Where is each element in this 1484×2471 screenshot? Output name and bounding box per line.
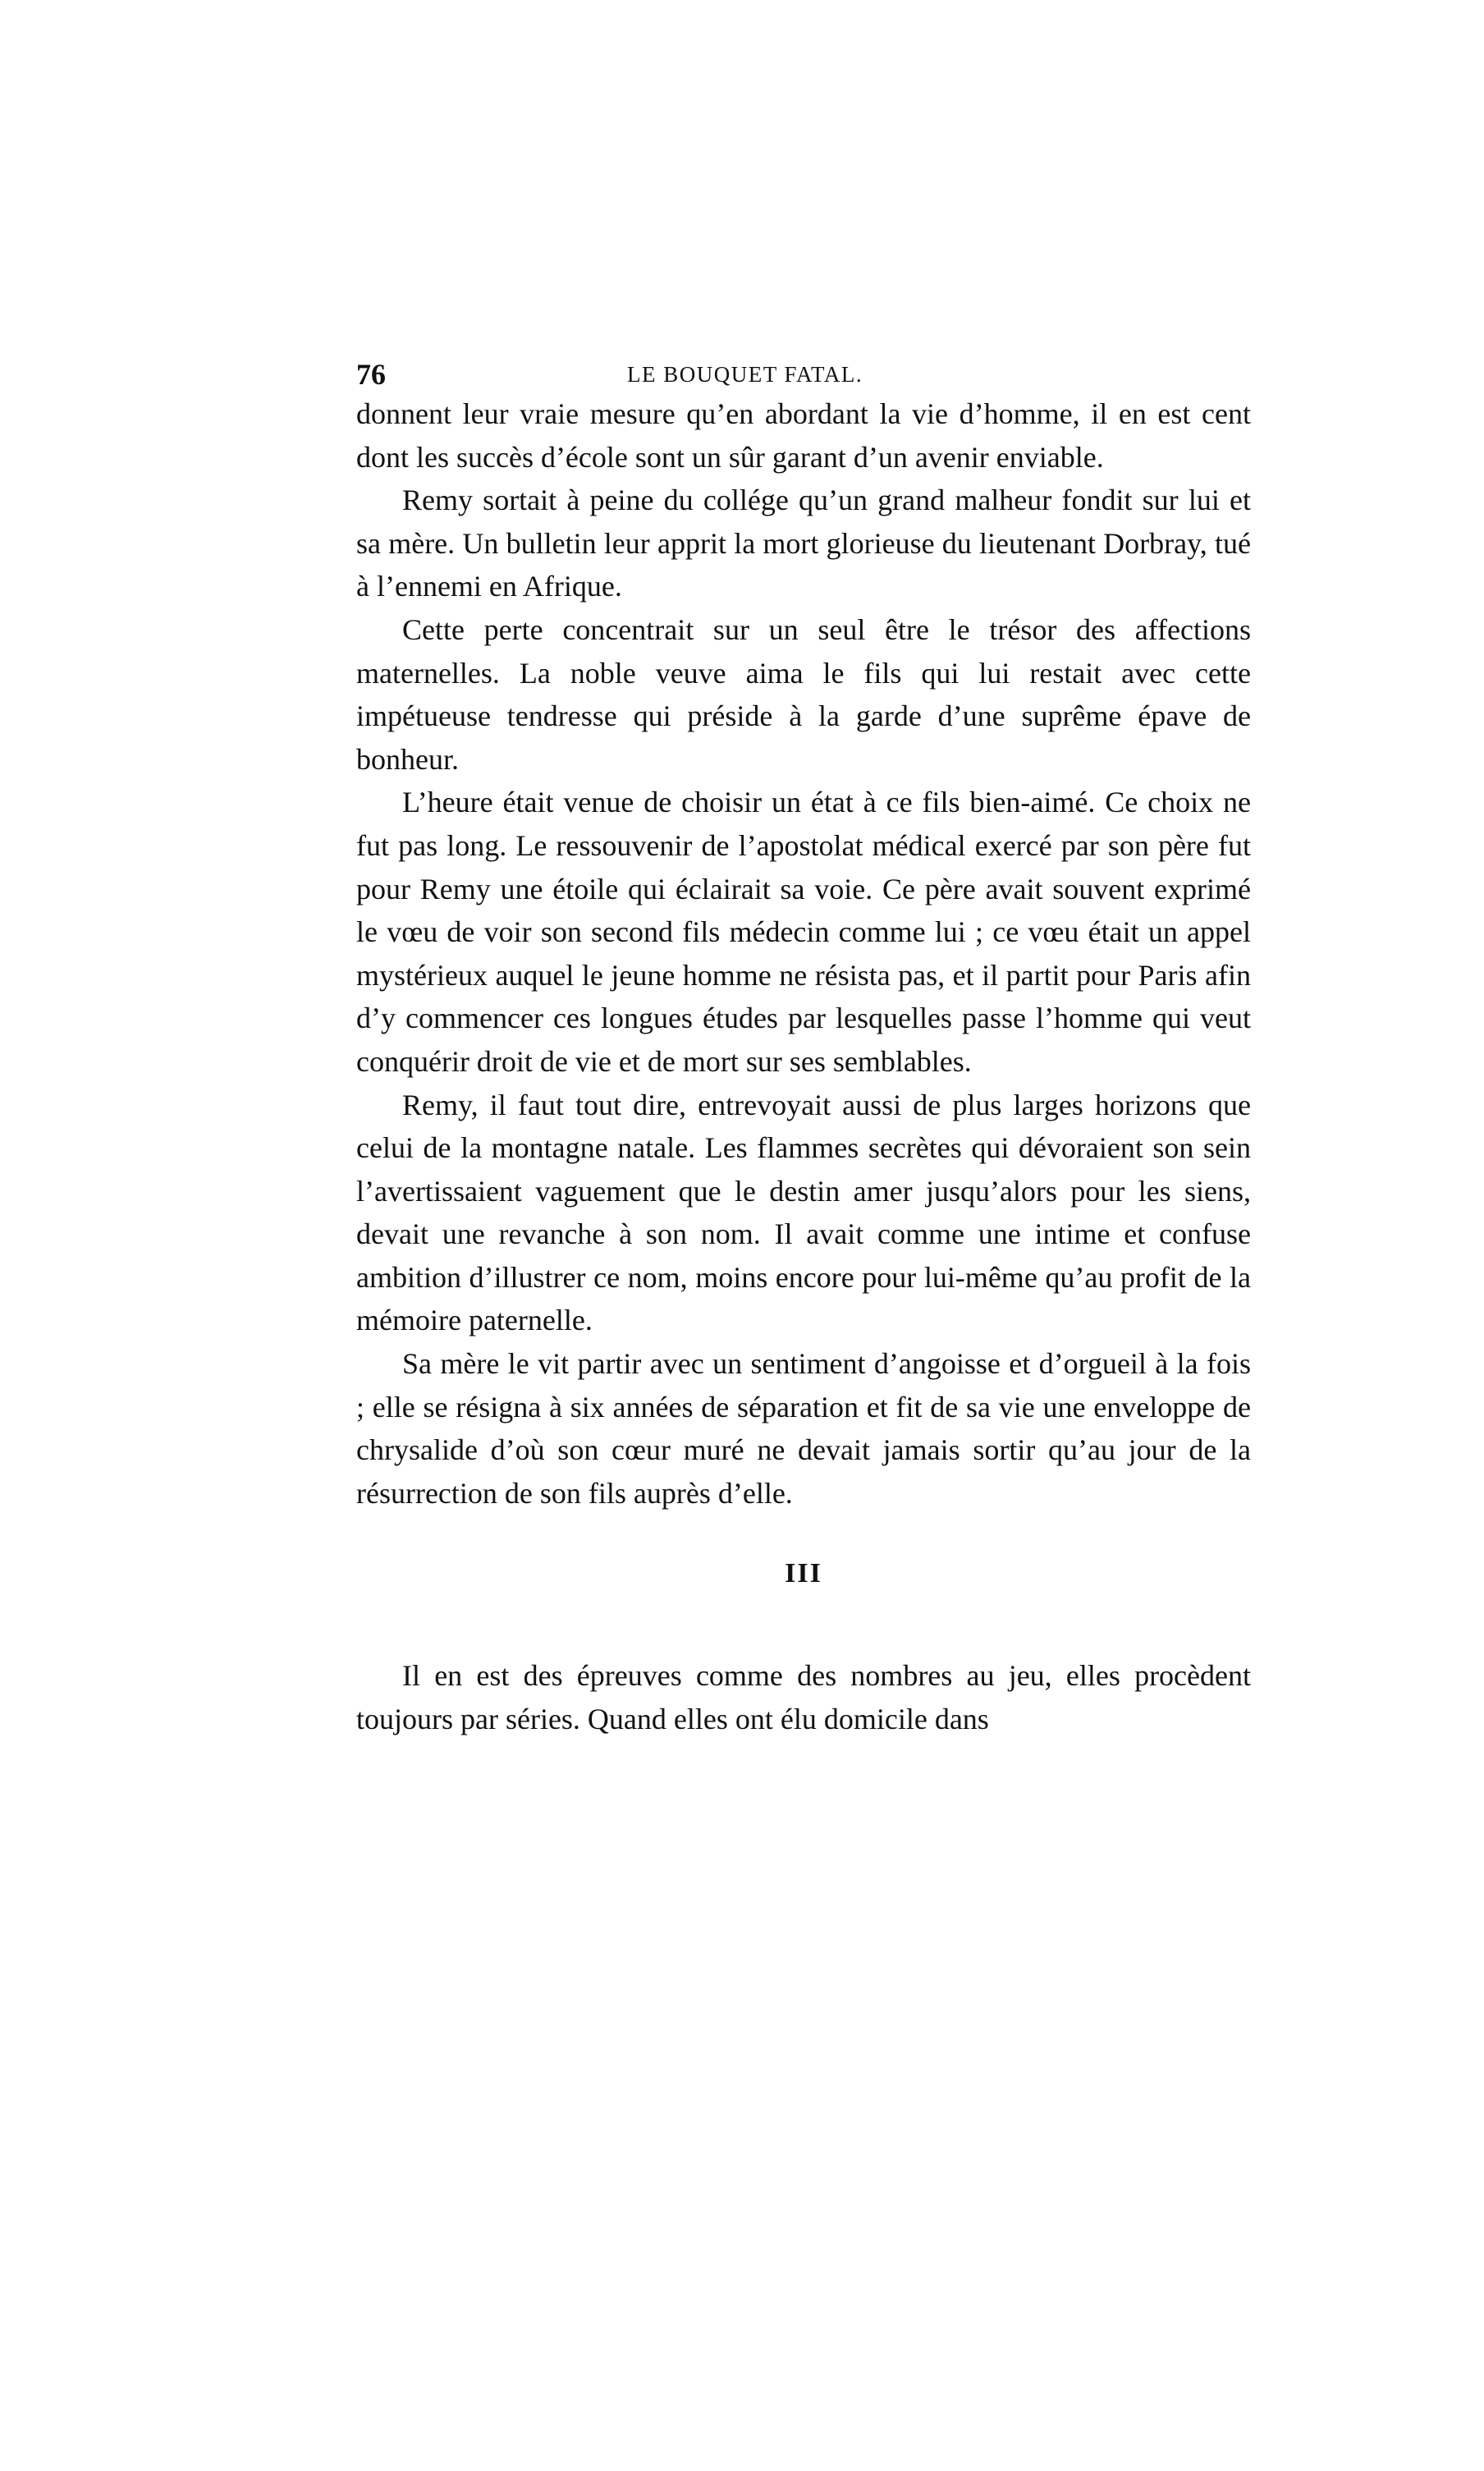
paragraph-5: Remy, il faut tout dire, entrevoyait aussi de plus larges horizons que celui de la montagne natale. Les flammes secrètes qui dévoraient son sein l’avertissaient vaguement que le destin amer jusqu’alors pour les siens, devait une revanche à son nom. Il avait comme une intime et confuse ambition d’illustrer ce nom, moins encore pour lui-même qu’au profit de la mémoire paternelle.	[356, 1088, 1251, 1337]
page-number: 76	[356, 358, 386, 391]
page-header	[356, 350, 1251, 399]
running-head: LE BOUQUET FATAL.	[627, 362, 863, 387]
body-text	[356, 392, 1251, 1741]
paragraph-1: donnent leur vraie mesure qu’en abordant la vie d’homme, il en est cent dont les succès d’école sont un sûr garant d’un avenir enviable.	[356, 397, 1251, 474]
paragraph-4: L’heure était venue de choisir un état à ce fils bien-aimé. Ce choix ne fut pas long. Le ressouvenir de l’apostolat médical exercé par son père fut pour Remy une étoile qui éclairait sa voie. Ce père avait souvent exprimé le vœu de voir son second fils médecin comme lui ; ce vœu était un appel mystérieux auquel le jeune homme ne résista pas, et il partit pour Paris afin d’y commencer ces longues études par lesquelles passe l’homme qui veut conquérir droit de vie et de mort sur ses semblables.	[356, 786, 1251, 1078]
paragraph-2: Remy sortait à peine du collége qu’un grand malheur fondit sur lui et sa mère. Un bulletin leur apprit la mort glorieuse du lieutenant Dorbray, tué à l’ennemi en Afrique.	[356, 484, 1251, 603]
paragraph-6: Sa mère le vit partir avec un sentiment d’angoisse et d’orgueil à la fois ; elle se résigna à six années de séparation et fit de sa vie une enveloppe de chrysalide d’où son cœur muré ne devait jamais sortir qu’au jour de la résurrection de son fils auprès d’elle.	[356, 1347, 1251, 1510]
paragraph-3: Cette perte concentrait sur un seul être le trésor des affections maternelles. La noble veuve aima le fils qui lui restait avec cette impétueuse tendresse qui préside à la garde d’une suprême épave de bonheur.	[356, 612, 1251, 776]
section-paragraph: Il en est des épreuves comme des nombres au jeu, elles procèdent toujours par séries. Quand elles ont élu domicile dans	[356, 1659, 1251, 1736]
section-heading: III	[785, 1558, 822, 1589]
